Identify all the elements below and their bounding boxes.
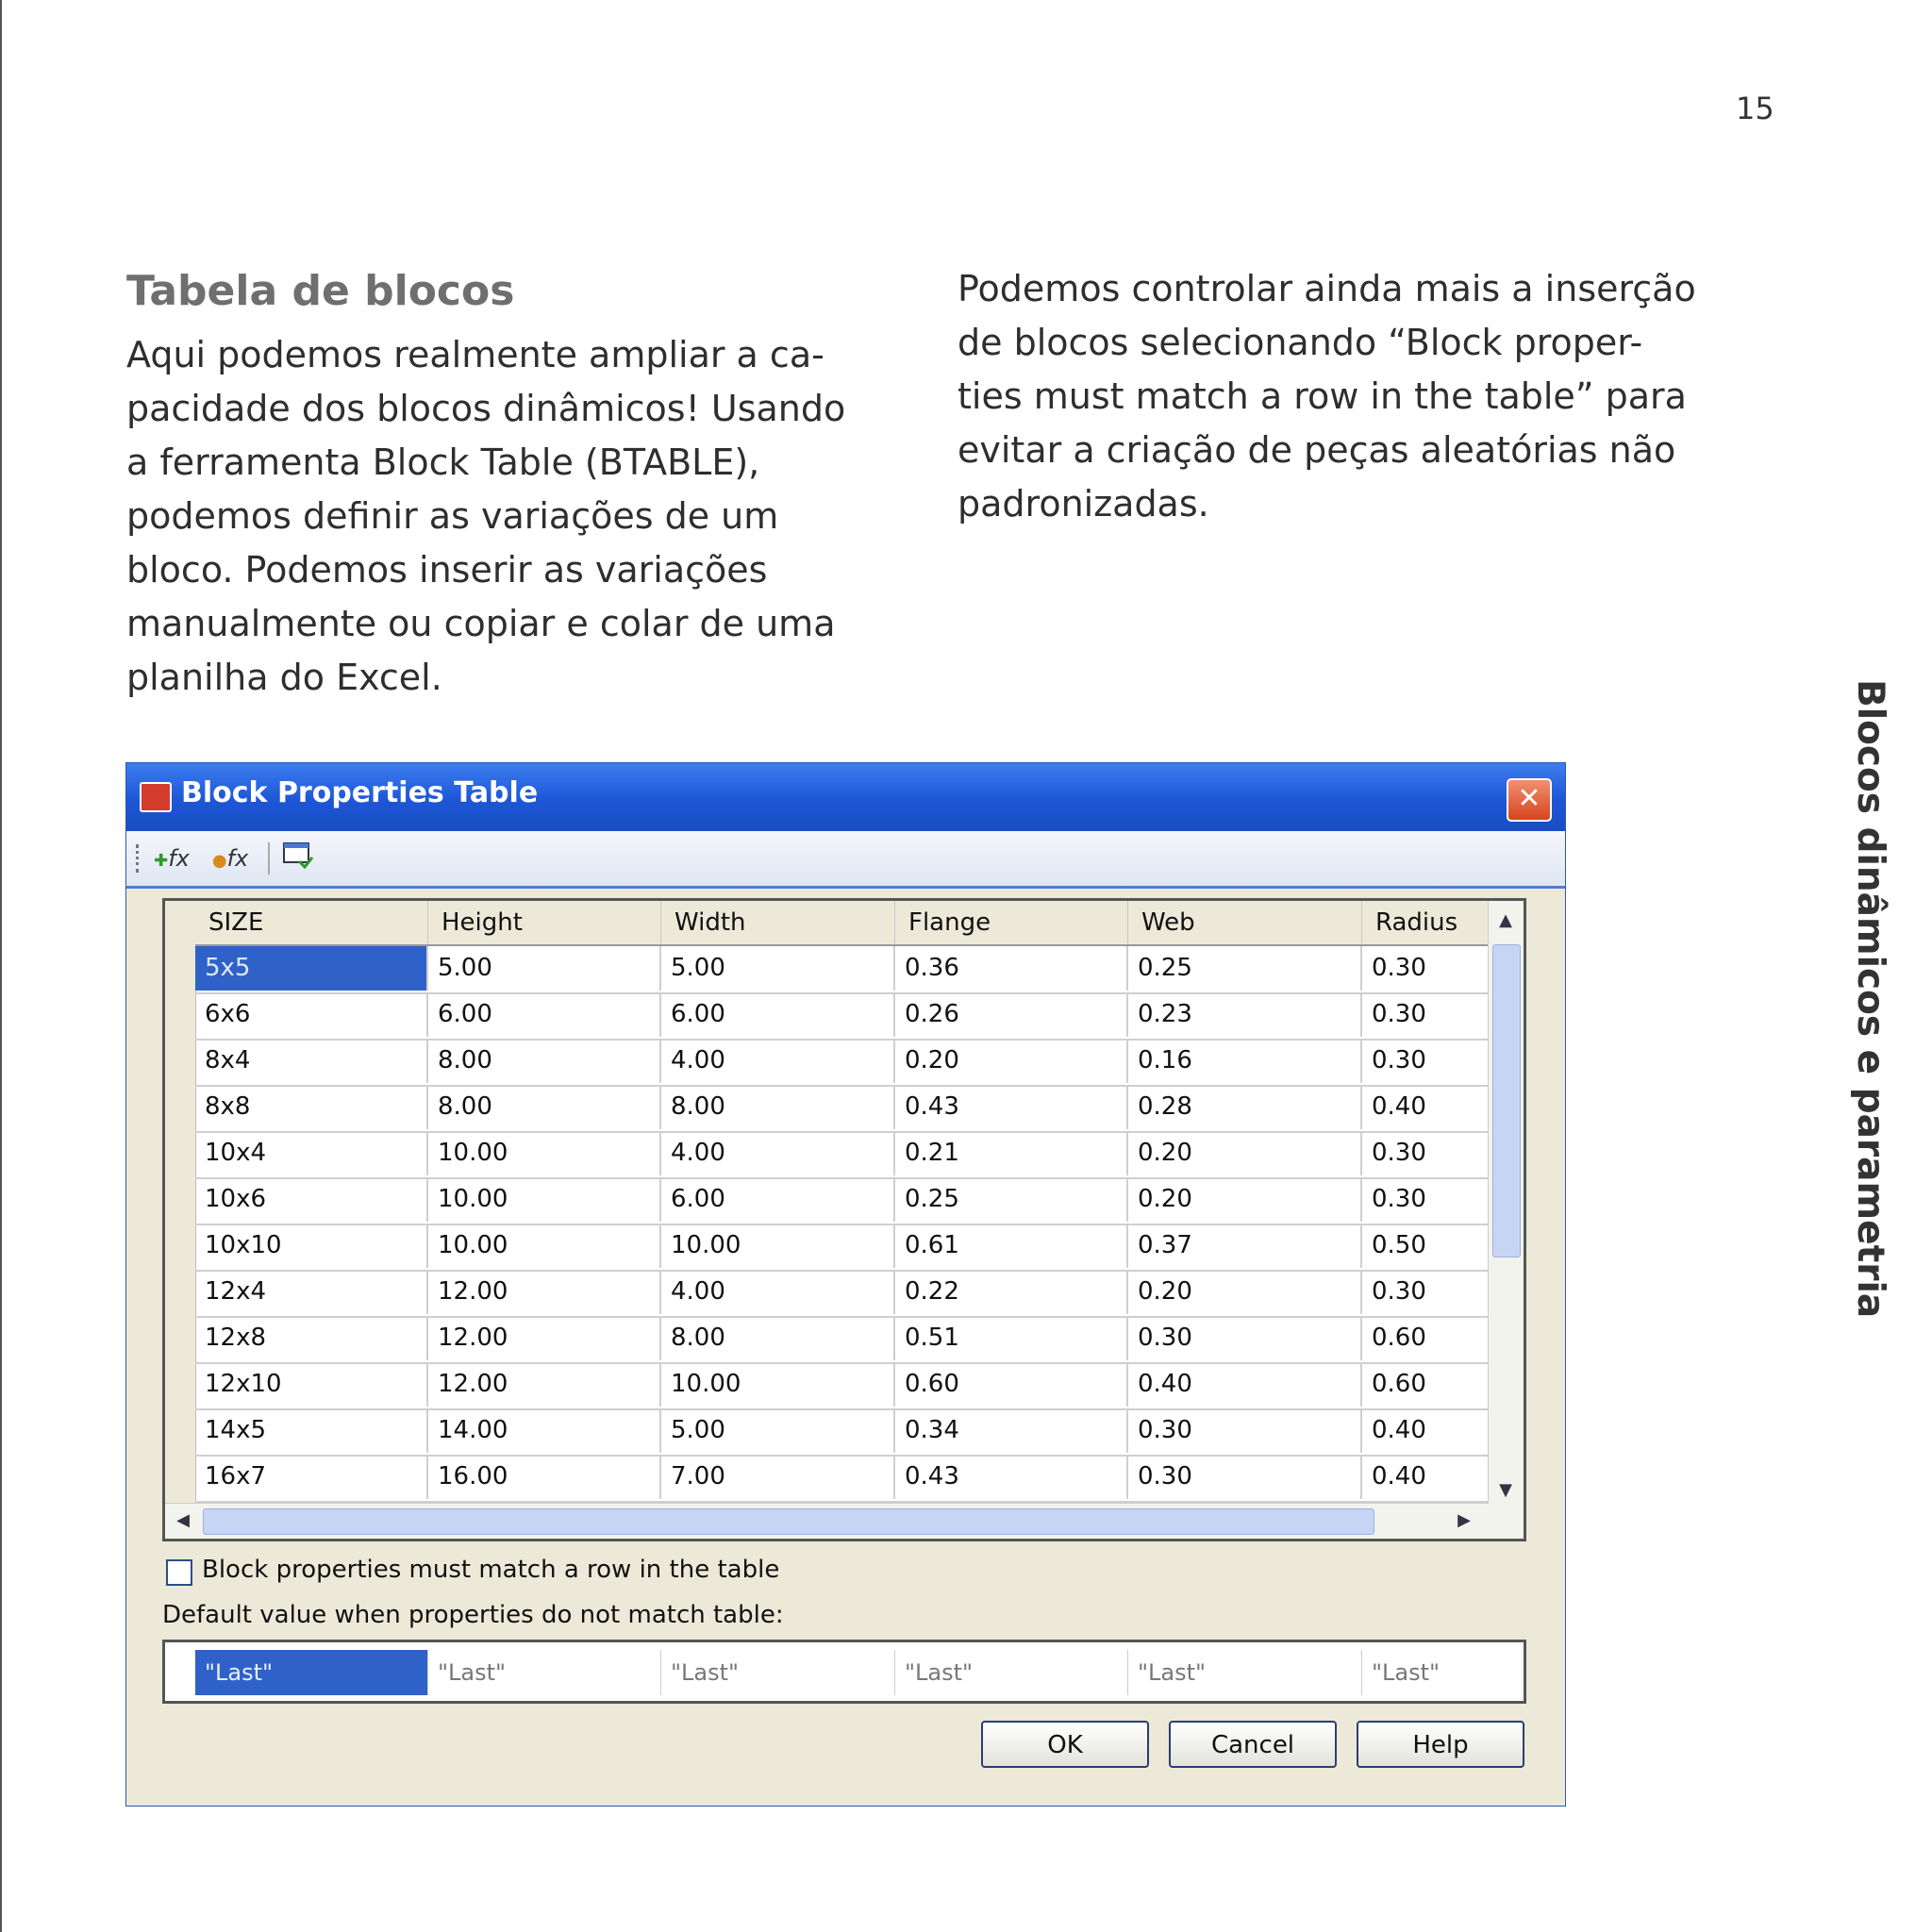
table-cell-radius[interactable]: 0.30 — [1372, 1139, 1426, 1167]
scroll-right-icon[interactable]: ▶ — [1457, 1510, 1471, 1530]
paragraph-line: planilha do Excel. — [126, 657, 442, 698]
block-properties-dialog — [125, 762, 1566, 1807]
paragraph-line: Podemos controlar ainda mais a inserção — [958, 268, 1696, 309]
paragraph-line: evitar a criação de peças aleatórias não — [958, 429, 1676, 471]
table-cell-width[interactable]: 10.00 — [661, 1362, 895, 1407]
close-button[interactable]: ✕ — [1507, 778, 1552, 822]
table-row[interactable] — [195, 1455, 1489, 1503]
default-value-cell[interactable]: "Last" — [1128, 1650, 1362, 1695]
table-cell-size[interactable]: 5x5 — [195, 946, 428, 991]
dialog-title: Block Properties Table — [181, 776, 539, 809]
table-cell-size[interactable]: 8x4 — [195, 1039, 428, 1083]
paragraph-line: bloco. Podemos inserir as variações — [126, 549, 768, 591]
must-match-label[interactable]: Block properties must match a row in the table — [202, 1556, 780, 1584]
vertical-scrollbar[interactable] — [1488, 901, 1524, 1539]
table-row[interactable] — [195, 1270, 1489, 1318]
table-cell-size[interactable]: 12x4 — [195, 1270, 428, 1314]
table-cell-web[interactable]: 0.40 — [1128, 1362, 1362, 1407]
properties-table — [162, 898, 1526, 1541]
table-row[interactable] — [195, 1039, 1489, 1087]
column-header-size[interactable]: SIZE — [195, 901, 428, 944]
table-cell-width[interactable]: 5.00 — [661, 946, 895, 991]
table-cell-radius[interactable]: 0.40 — [1372, 1462, 1426, 1491]
table-cell-flange[interactable]: 0.25 — [895, 1177, 1128, 1222]
autocad-app-icon — [140, 782, 172, 812]
table-cell-radius[interactable]: 0.30 — [1372, 1185, 1426, 1213]
table-row[interactable] — [195, 1131, 1489, 1179]
help-button[interactable]: Help — [1357, 1721, 1524, 1768]
table-cell-size[interactable]: 10x4 — [195, 1131, 428, 1175]
table-row[interactable] — [195, 1316, 1489, 1364]
default-value-cell[interactable]: "Last" — [661, 1650, 895, 1695]
table-cell-width[interactable]: 4.00 — [661, 1131, 895, 1175]
column-header-flange[interactable]: Flange — [895, 901, 1128, 944]
table-cell-height[interactable]: 6.00 — [428, 992, 661, 1037]
add-parameter-icon[interactable]: ✚fx — [154, 845, 190, 872]
scroll-down-icon[interactable]: ▼ — [1499, 1480, 1512, 1500]
left-text-column — [126, 262, 862, 705]
table-cell-height[interactable]: 5.00 — [428, 946, 661, 991]
table-cell-width[interactable]: 10.00 — [661, 1224, 895, 1268]
table-cell-radius[interactable]: 0.40 — [1372, 1416, 1426, 1444]
table-cell-height[interactable]: 14.00 — [428, 1408, 661, 1453]
table-cell-radius[interactable]: 0.40 — [1372, 1092, 1426, 1121]
table-cell-radius[interactable]: 0.30 — [1372, 1277, 1426, 1306]
default-value-label: Default value when properties do not match table: — [162, 1601, 784, 1629]
table-cell-height[interactable]: 10.00 — [428, 1177, 661, 1222]
table-cell-flange[interactable]: 0.36 — [895, 946, 1128, 991]
table-cell-web[interactable]: 0.25 — [1128, 946, 1362, 991]
row-header-column — [165, 901, 196, 1539]
table-cell-web[interactable]: 0.30 — [1128, 1316, 1362, 1360]
table-row[interactable] — [195, 1085, 1489, 1133]
section-heading: Tabela de blocos — [126, 267, 515, 315]
table-row[interactable] — [195, 1224, 1489, 1272]
table-cell-web[interactable]: 0.23 — [1128, 992, 1362, 1037]
table-cell-width[interactable]: 6.00 — [661, 1177, 895, 1222]
table-header-row — [195, 901, 1489, 946]
dialog-titlebar[interactable] — [126, 763, 1565, 831]
table-cell-flange[interactable]: 0.26 — [895, 992, 1128, 1037]
vertical-scroll-thumb[interactable] — [1492, 944, 1521, 1257]
paragraph-line: manualmente ou copiar e colar de uma — [126, 603, 836, 644]
scroll-left-icon[interactable]: ◀ — [176, 1510, 190, 1530]
table-cell-width[interactable]: 7.00 — [661, 1455, 895, 1499]
paragraph-line: podemos definir as variações de um — [126, 495, 779, 537]
column-header-height[interactable]: Height — [428, 901, 661, 944]
table-cell-height[interactable]: 12.00 — [428, 1270, 661, 1314]
table-cell-size[interactable]: 14x5 — [195, 1408, 428, 1453]
table-cell-height[interactable]: 8.00 — [428, 1039, 661, 1083]
table-cell-flange[interactable]: 0.21 — [895, 1131, 1128, 1175]
page-edge-rule — [0, 0, 2, 1932]
table-row[interactable] — [195, 1362, 1489, 1410]
column-header-web[interactable]: Web — [1128, 901, 1362, 944]
scroll-up-icon[interactable]: ▲ — [1499, 910, 1512, 930]
table-cell-size[interactable]: 16x7 — [195, 1455, 428, 1499]
cancel-button[interactable]: Cancel — [1169, 1721, 1337, 1768]
ok-button[interactable]: OK — [981, 1721, 1149, 1768]
table-cell-height[interactable]: 12.00 — [428, 1362, 661, 1407]
table-row[interactable] — [195, 992, 1489, 1041]
horizontal-scroll-thumb[interactable] — [203, 1508, 1374, 1535]
audit-icon[interactable] — [279, 841, 317, 876]
table-cell-radius[interactable]: 0.60 — [1372, 1324, 1426, 1352]
table-cell-size[interactable]: 10x6 — [195, 1177, 428, 1222]
page-number: 15 — [1736, 91, 1774, 126]
table-cell-size[interactable]: 8x8 — [195, 1085, 428, 1129]
paragraph-line: padronizadas. — [958, 483, 1209, 525]
table-cell-flange[interactable]: 0.51 — [895, 1316, 1128, 1360]
toolbar-separator — [268, 842, 270, 874]
horizontal-scrollbar[interactable] — [165, 1503, 1489, 1539]
audit-icon-graphic — [282, 841, 314, 869]
table-cell-flange[interactable]: 0.60 — [895, 1362, 1128, 1407]
table-cell-web[interactable]: 0.28 — [1128, 1085, 1362, 1129]
table-cell-width[interactable]: 5.00 — [661, 1408, 895, 1453]
column-header-radius[interactable]: Radius — [1375, 908, 1458, 937]
table-cell-radius[interactable]: 0.30 — [1372, 1000, 1426, 1028]
table-cell-size[interactable]: 6x6 — [195, 992, 428, 1037]
table-cell-web[interactable]: 0.20 — [1128, 1131, 1362, 1175]
table-cell-height[interactable]: 10.00 — [428, 1131, 661, 1175]
table-cell-size[interactable]: 10x10 — [195, 1224, 428, 1268]
paragraph-line: a ferramenta Block Table (BTABLE), — [126, 441, 760, 483]
paragraph-line: pacidade dos blocos dinâmicos! Usando — [126, 388, 846, 429]
table-cell-flange[interactable]: 0.20 — [895, 1039, 1128, 1083]
table-cell-radius[interactable]: 0.60 — [1372, 1370, 1426, 1398]
table-cell-height[interactable]: 8.00 — [428, 1085, 661, 1129]
default-value-cell[interactable]: "Last" — [1372, 1659, 1441, 1686]
table-cell-size[interactable]: 12x10 — [195, 1362, 428, 1407]
table-cell-web[interactable]: 0.30 — [1128, 1455, 1362, 1499]
table-cell-width[interactable]: 4.00 — [661, 1039, 895, 1083]
dialog-toolbar — [126, 831, 1565, 889]
table-cell-width[interactable]: 8.00 — [661, 1316, 895, 1360]
paragraph-line: Aqui podemos realmente ampliar a ca- — [126, 334, 824, 375]
chapter-side-title: Blocos dinâmicos e parametria — [1849, 679, 1891, 1319]
table-cell-web[interactable]: 0.20 — [1128, 1177, 1362, 1222]
paragraph-line: ties must match a row in the table” para — [958, 375, 1687, 417]
table-cell-radius[interactable]: 0.50 — [1372, 1231, 1426, 1259]
table-row[interactable] — [195, 1177, 1489, 1225]
table-row[interactable] — [195, 1408, 1489, 1457]
table-row[interactable] — [195, 946, 1489, 994]
table-cell-width[interactable]: 6.00 — [661, 992, 895, 1037]
table-cell-web[interactable]: 0.20 — [1128, 1270, 1362, 1314]
table-cell-width[interactable]: 8.00 — [661, 1085, 895, 1129]
right-text-column — [958, 262, 1731, 531]
table-cell-height[interactable]: 12.00 — [428, 1316, 661, 1360]
table-cell-size[interactable]: 12x8 — [195, 1316, 428, 1360]
fx-label: fx — [168, 845, 190, 872]
must-match-checkbox[interactable] — [166, 1559, 192, 1586]
fx-label: fx — [226, 845, 249, 872]
table-cell-height[interactable]: 10.00 — [428, 1224, 661, 1268]
table-cell-height[interactable]: 16.00 — [428, 1455, 661, 1499]
toolbar-grip-icon — [136, 844, 142, 873]
default-value-cell[interactable]: "Last" — [428, 1650, 661, 1695]
table-cell-web[interactable]: 0.37 — [1128, 1224, 1362, 1268]
table-cell-web[interactable]: 0.30 — [1128, 1408, 1362, 1453]
default-value-cell[interactable]: "Last" — [195, 1650, 428, 1695]
column-header-width[interactable]: Width — [661, 901, 895, 944]
table-cell-radius[interactable]: 0.30 — [1372, 954, 1426, 982]
table-cell-flange[interactable]: 0.43 — [895, 1085, 1128, 1129]
table-cell-flange[interactable]: 0.61 — [895, 1224, 1128, 1268]
paragraph-line: de blocos selecionando “Block proper- — [958, 322, 1643, 363]
add-user-parameter-icon[interactable]: ●fx — [211, 845, 249, 872]
table-cell-flange[interactable]: 0.22 — [895, 1270, 1128, 1314]
default-values-row — [162, 1640, 1526, 1704]
table-cell-web[interactable]: 0.16 — [1128, 1039, 1362, 1083]
table-cell-flange[interactable]: 0.34 — [895, 1408, 1128, 1453]
table-cell-flange[interactable]: 0.43 — [895, 1455, 1128, 1499]
table-cell-radius[interactable]: 0.30 — [1372, 1046, 1426, 1074]
default-value-cell[interactable]: "Last" — [895, 1650, 1128, 1695]
table-cell-width[interactable]: 4.00 — [661, 1270, 895, 1314]
